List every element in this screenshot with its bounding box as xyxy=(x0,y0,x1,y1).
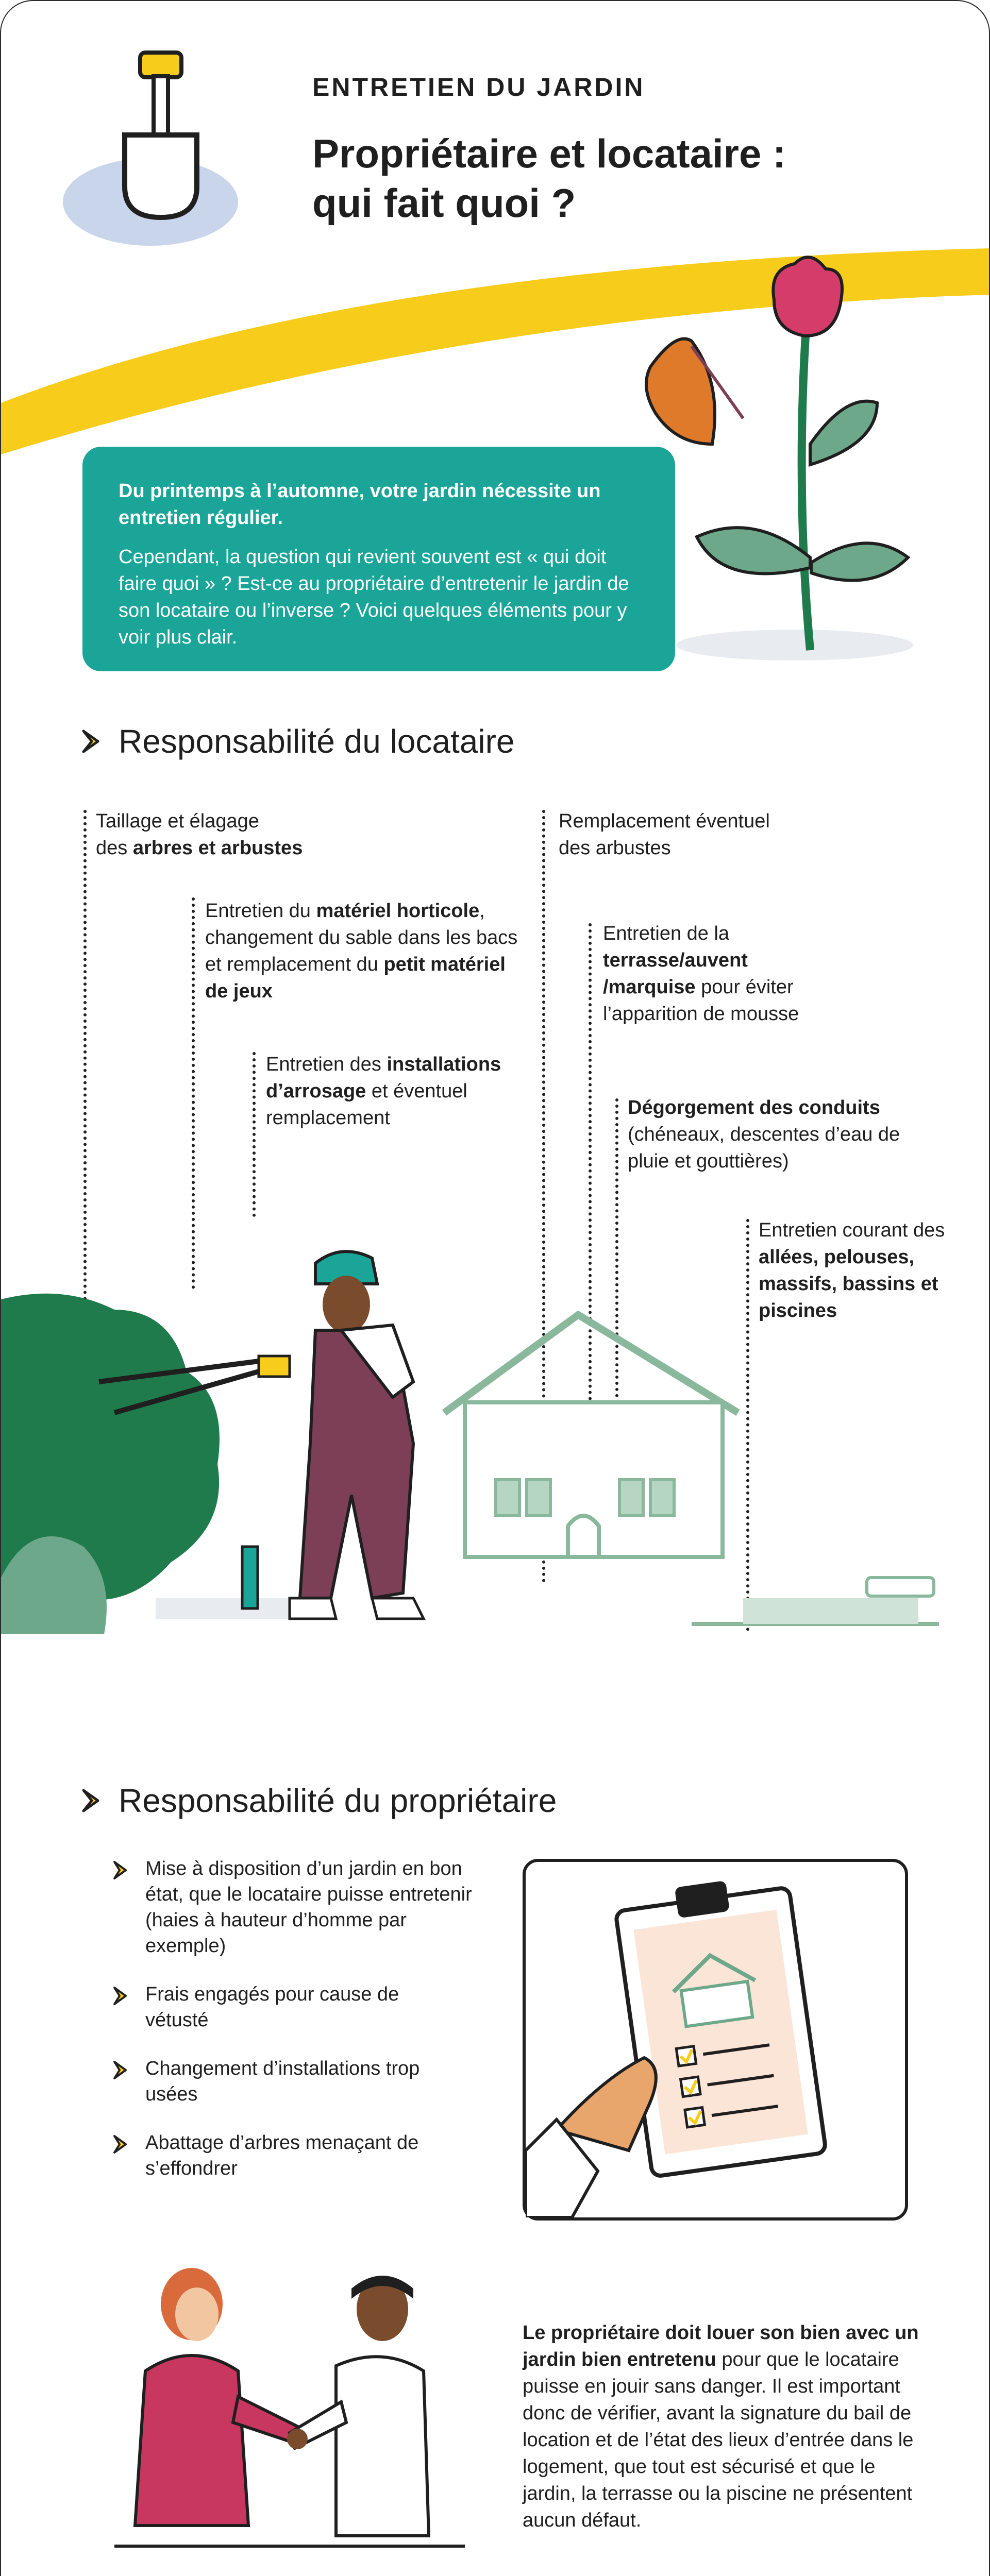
label-text: Taillage et élagage xyxy=(96,810,259,832)
owner-item-text: Changement d’installations trop usées xyxy=(145,2058,420,2105)
intro-body: Cependant, la question qui revient souvent est « qui doit faire quoi » ? Est-ce au propriétaire d’entretenir le jardin de son locataire ou l’inverse ? Voici quelques éléments pour y voir plus clair. xyxy=(119,546,629,648)
page-title xyxy=(312,129,879,228)
owner-list-item xyxy=(111,2130,472,2181)
chevron-right-icon xyxy=(78,1786,107,1815)
label-bold: terrasse/auvent /marquise xyxy=(603,950,748,998)
label-text: (chéneaux, descentes d’eau de pluie et gouttières) xyxy=(628,1124,900,1172)
label-text: pour éviter l’apparition de mousse xyxy=(603,976,799,1025)
title-line-2: qui fait quoi ? xyxy=(312,180,576,226)
chevron-right-icon xyxy=(111,2134,130,2155)
intro-box xyxy=(82,447,675,671)
tenant-label-2 xyxy=(205,897,530,1005)
label-bold: arbres et arbustes xyxy=(132,837,303,859)
owner-item-text: Frais engagés pour cause de vétusté xyxy=(145,1984,399,2031)
tenant-label-5 xyxy=(603,920,819,1027)
owner-heading-text: Responsabilité du propriétaire xyxy=(119,1782,557,1819)
label-text: des xyxy=(96,837,133,859)
label-text: Entretien du xyxy=(205,900,316,922)
tenant-label-4 xyxy=(559,808,806,861)
owner-list-item xyxy=(111,1981,472,2033)
chevron-right-icon xyxy=(78,727,107,756)
tenant-heading-text: Responsabilité du locataire xyxy=(119,723,515,760)
label-bold: allées, pelouses, massifs, bassins et piscines xyxy=(759,1246,938,1321)
owner-item-text: Abattage d’arbres menaçant de s’effondrer xyxy=(145,2132,419,2179)
flower-illustration xyxy=(640,248,929,671)
label-bold: petit matériel de jeux xyxy=(205,954,506,1002)
label-bold: installations d’arrosage xyxy=(266,1054,501,1102)
label-text: et éventuel remplacement xyxy=(266,1080,467,1129)
garden-scene-illustration xyxy=(1,1155,990,1711)
owner-note-rest: pour que le locataire puisse en jouir sans danger. Il est important donc de vérifier, avant la signature du bail de location et de l’état des lieux d’entrée dans le logement, que tout est sécurisé et que le jardin, la terrasse ou la piscine ne présentent aucun défaut. xyxy=(523,2349,914,2531)
clipboard-card xyxy=(523,1859,908,2221)
owner-heading xyxy=(78,1782,557,1820)
label-text: Remplacement éventuel des arbustes xyxy=(559,810,770,859)
label-bold: matériel horticole xyxy=(316,900,480,922)
tenant-heading xyxy=(78,722,514,760)
handshake-illustration xyxy=(94,2258,485,2567)
tenant-label-3 xyxy=(266,1051,544,1131)
tenant-label-1 xyxy=(96,808,384,861)
owner-list-item xyxy=(111,1856,472,1959)
chevron-right-icon xyxy=(111,1860,130,1880)
label-bold: Dégorgement des conduits xyxy=(628,1097,880,1118)
label-text: Entretien de la xyxy=(603,923,730,944)
owner-list xyxy=(111,1856,472,2181)
owner-note-bold: Le propriétaire doit louer son bien avec un jardin bien entretenu xyxy=(523,2322,919,2370)
label-text: Entretien des xyxy=(266,1054,387,1075)
clipboard-illustration xyxy=(526,1862,905,2217)
owner-item-text: Mise à disposition d’un jardin en bon état, que le locataire puisse entretenir (haies à hauteur d’homme par exemple) xyxy=(145,1858,472,1957)
header-kicker: ENTRETIEN DU JARDIN xyxy=(312,73,645,101)
chevron-right-icon xyxy=(111,1986,130,2006)
intro-lead: Du printemps à l’automne, votre jardin nécessite un entretien régulier. xyxy=(119,480,601,529)
owner-note xyxy=(523,2319,925,2534)
owner-list-item xyxy=(111,2056,472,2107)
label-text: Entretien courant des xyxy=(759,1219,945,1241)
chevron-right-icon xyxy=(111,2060,130,2080)
title-line-1: Propriétaire et locataire : xyxy=(312,131,786,176)
label-text: , changement du sable dans les bacs et remplacement du xyxy=(205,900,518,975)
